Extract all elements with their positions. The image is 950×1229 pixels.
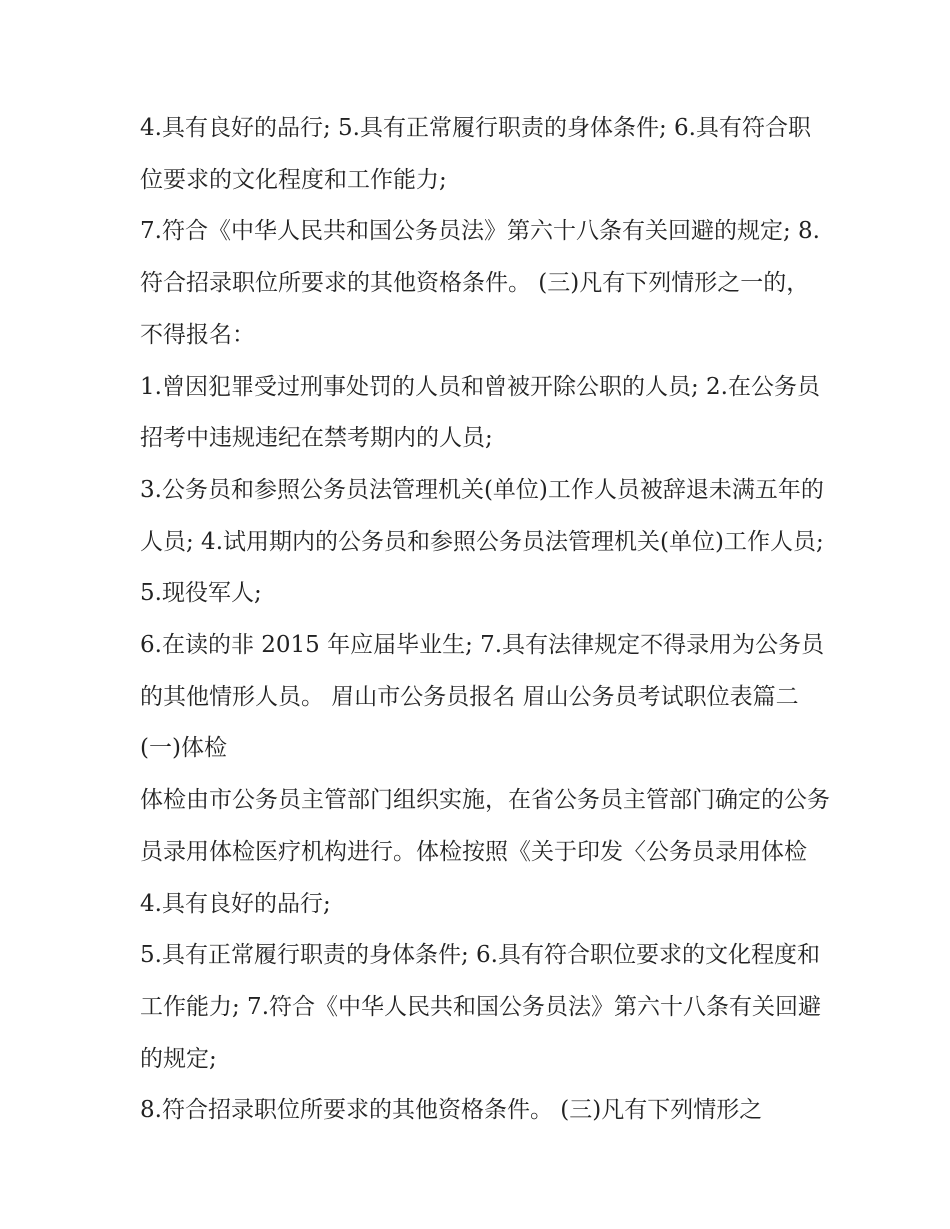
- paragraph-qualifications-8-repeat: 8.符合招录职位所要求的其他资格条件。 (三)凡有下列情形之: [140, 1097, 763, 1124]
- paragraph-qualifications-7-8: 7.符合《中华人民共和国公务员法》第六十八条有关回避的规定; 8.符合招录职位所要求的其他资格条件。 (三)凡有下列情形之一的，不得报名：: [140, 218, 820, 348]
- paragraph-qualifications-repeat: 5.具有正常履行职责的身体条件; 6.具有符合职位要求的文化程度和工作能力; 7.符合《中华人民共和国公务员法》第六十八条有关回避的规定;: [140, 942, 822, 1072]
- paragraph-exclusions-6-7: 6.在读的非 2015 年应届毕业生; 7.具有法律规定不得录用为公务员的其他情形人员。 眉山市公务员报名 眉山公务员考试职位表篇二 (一)体检: [140, 632, 825, 762]
- paragraph-exclusions-3-5: 3.公务员和参照公务员法管理机关(单位)工作人员被辞退未满五年的人员; 4.试用期内的公务员和参照公务员法管理机关(单位)工作人员; 5.现役军人;: [140, 476, 824, 607]
- paragraph-physical-exam: 体检由市公务员主管部门组织实施，在省公务员主管部门确定的公务员录用体检医疗机构进行。体检按照《关于印发〈公务员录用体检 4.具有良好的品行;: [140, 787, 830, 917]
- paragraph-exclusions-1-2: 1.曾因犯罪受过刑事处罚的人员和曾被开除公职的人员; 2.在公务员招考中违规违纪在禁考期内的人员;: [140, 373, 820, 452]
- document-body: [140, 103, 830, 1137]
- paragraph-qualifications-4-6: 4.具有良好的品行; 5.具有正常履行职责的身体条件; 6.具有符合职位要求的文化程度和工作能力;: [140, 115, 811, 193]
